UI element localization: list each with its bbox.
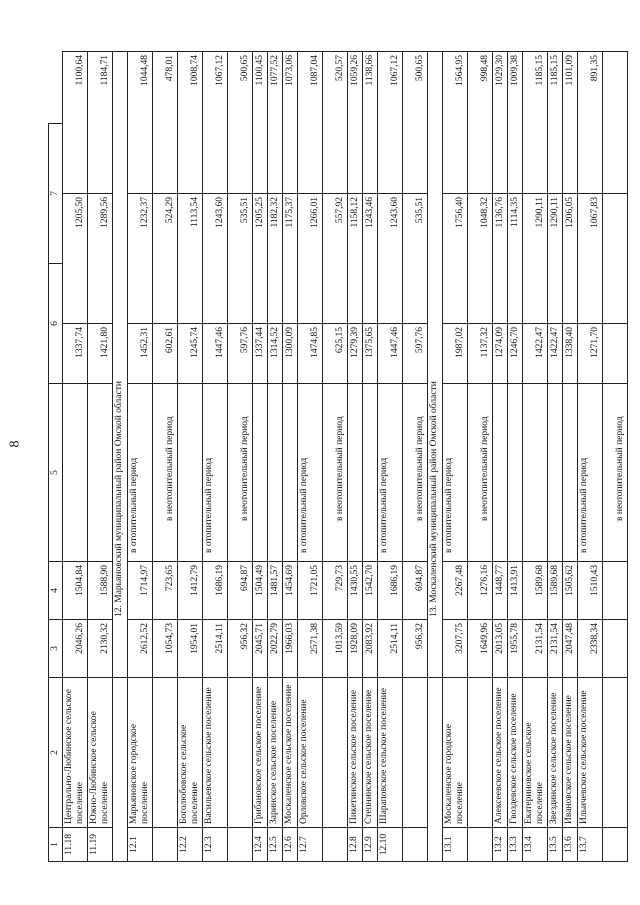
period-label: в неотопительный период [323,384,348,562]
value-col-3 [603,620,628,678]
value-col-4: 1510,43 [578,562,603,620]
value-col-5: 625,15 [323,324,348,384]
period-label: в неотопительный период [603,384,628,562]
period-label [363,384,378,562]
table-row [508,52,523,862]
table-row [88,52,113,862]
settlement-name: Екатериновское сельское поселение [523,678,548,828]
table-row [283,52,298,862]
value-col-3: 2514,11 [378,620,403,678]
settlement-name: Пикетинское сельское поселение [348,678,363,828]
settlement-name: Грибановское сельское поселение [253,678,268,828]
value-col-5: 1337,44 [253,324,268,384]
period-label: в отопительный период [443,384,468,562]
row-number: 13.2 [493,828,508,862]
period-label [523,384,548,562]
value-col-4: 1412,79 [178,562,203,620]
table-row [63,52,88,862]
value-col-5: 597,76 [228,324,253,384]
value-col-6: 1290,11 [548,194,563,324]
value-col-6: 1175,37 [283,194,298,324]
value-col-7: 998,48 [468,52,493,194]
table-row [268,52,283,862]
value-col-3: 956,32 [228,620,253,678]
value-col-4: 694,87 [403,562,428,620]
value-col-5: 1271,70 [578,324,603,384]
section-spacer [113,678,128,862]
value-col-3: 2514,11 [203,620,228,678]
value-col-7: 1044,48 [128,52,153,194]
value-col-7: 1009,38 [508,52,523,194]
value-col-3: 1649,96 [468,620,493,678]
value-col-5: 1452,31 [128,324,153,384]
period-label: в отопительный период [378,384,403,562]
value-col-4: 1430,55 [348,562,363,620]
row-number [403,828,428,862]
row-number: 11.18 [63,828,88,862]
value-col-5: 1246,70 [508,324,523,384]
row-number: 13.6 [563,828,578,862]
row-number: 12.9 [363,828,378,862]
value-col-7: 1067,12 [378,52,403,194]
value-col-4: 1413,91 [508,562,523,620]
row-number: 12.7 [298,828,323,862]
value-col-7: 1029,30 [493,52,508,194]
value-col-5: 597,76 [403,324,428,384]
value-col-5: 1337,74 [63,324,88,384]
value-col-3: 2612,52 [128,620,153,678]
value-col-4: 1589,68 [548,562,563,620]
settlement-name: Марьяновское городское поселение [128,678,153,828]
value-col-3: 1013,59 [323,620,348,678]
value-col-3: 1054,73 [153,620,178,678]
settlement-name: Звездинское сельское поселение [548,678,563,828]
period-label: в отопительный период [578,384,603,562]
settlement-name: Москаленское городское поселение [443,678,468,828]
value-col-7: 1100,64 [63,52,88,194]
value-col-3: 1955,78 [508,620,523,678]
value-col-7: 1185,15 [548,52,563,194]
value-col-4: 1504,49 [253,562,268,620]
header-cell: 3 [49,620,63,678]
value-col-5: 602,61 [153,324,178,384]
value-col-5: 1274,09 [493,324,508,384]
settlement-name: Васильевское сельское поселение [203,678,228,828]
period-label: в отопительный период [128,384,153,562]
row-number: 13.3 [508,828,523,862]
table-row [443,52,468,862]
value-col-6: 1136,76 [493,194,508,324]
value-col-6: 1206,05 [563,194,578,324]
period-label [508,384,523,562]
header-cell: 5 [49,384,63,562]
value-col-6: 1289,56 [88,194,113,324]
value-col-5: 1338,40 [563,324,578,384]
table-row [203,52,228,862]
settlement-name: Центрально-Любинское сельское поселение [63,678,88,828]
value-col-3: 2083,92 [363,620,378,678]
value-col-4: 1714,97 [128,562,153,620]
value-col-7: 520,57 [323,52,348,194]
row-number: 12.2 [178,828,203,862]
period-label: в неотопительный период [468,384,493,562]
value-col-4: 1505,62 [563,562,578,620]
section-title: 13. Москаленский муниципальный район Омской области [428,52,443,678]
value-col-6: 1243,60 [203,194,228,324]
tariff-table [48,51,628,862]
table-row [298,52,323,862]
value-col-5: 1422,47 [523,324,548,384]
value-col-3: 1966,03 [283,620,298,678]
value-col-6: 1243,46 [363,194,378,324]
section-row [113,52,128,862]
row-number [153,828,178,862]
period-label [178,384,203,562]
value-col-6: 1290,11 [523,194,548,324]
value-col-3: 2571,38 [298,620,323,678]
value-col-4: 1454,69 [283,562,298,620]
value-col-5: 1137,32 [468,324,493,384]
value-col-5: 1245,74 [178,324,203,384]
period-label [563,384,578,562]
value-col-4 [603,562,628,620]
table-row [228,52,253,862]
value-col-7: 1087,04 [298,52,323,194]
value-col-3: 1928,09 [348,620,363,678]
settlement-name: Ильичевское сельское поселение [578,678,603,828]
settlement-name: Шараповское сельское поселение [378,678,403,828]
value-col-5: 1314,52 [268,324,283,384]
header-row [49,52,63,862]
value-col-4: 2267,48 [443,562,468,620]
settlement-name: Орловское сельское поселение [298,678,323,828]
value-col-4: 1504,84 [63,562,88,620]
value-col-3: 2022,79 [268,620,283,678]
period-label: в неотопительный период [403,384,428,562]
value-col-7 [603,52,628,194]
value-col-6: 535,51 [228,194,253,324]
period-label: в отопительный период [203,384,228,562]
value-col-6: 1266,01 [298,194,323,324]
value-col-5 [603,324,628,384]
settlement-name [403,678,428,828]
settlement-name: Москаленское сельское поселение [283,678,298,828]
value-col-5: 1279,39 [348,324,363,384]
value-col-5: 1987,02 [443,324,468,384]
table-row [128,52,153,862]
value-col-7: 500,65 [403,52,428,194]
value-col-7: 1138,66 [363,52,378,194]
rotated-content [48,52,625,862]
value-col-4: 1481,57 [268,562,283,620]
value-col-3: 2013,05 [493,620,508,678]
value-col-6: 1158,12 [348,194,363,324]
value-col-6: 1756,40 [443,194,468,324]
table-row [548,52,563,862]
row-number: 13.5 [548,828,563,862]
value-col-7: 891,35 [578,52,603,194]
value-col-6: 557,92 [323,194,348,324]
row-number: 12.3 [203,828,228,862]
settlement-name [603,678,628,828]
value-col-5: 1447,46 [203,324,228,384]
section-title: 12. Марьяновский муниципальный район Омской области [113,52,128,678]
value-col-7: 1564,95 [443,52,468,194]
period-label: в отопительный период [298,384,323,562]
value-col-4: 1542,70 [363,562,378,620]
value-col-3: 3207,75 [443,620,468,678]
settlement-name [153,678,178,828]
row-number: 12.10 [378,828,403,862]
value-col-7: 1008,74 [178,52,203,194]
value-col-7: 1077,52 [268,52,283,194]
value-col-3: 2046,26 [63,620,88,678]
value-col-7: 500,65 [228,52,253,194]
value-col-4: 1589,68 [523,562,548,620]
value-col-7: 478,01 [153,52,178,194]
value-col-5: 1447,46 [378,324,403,384]
period-label [268,384,283,562]
value-col-7: 1100,45 [253,52,268,194]
row-number: 13.7 [578,828,603,862]
value-col-6: 1243,60 [378,194,403,324]
value-col-3: 2130,32 [88,620,113,678]
section-spacer [428,678,443,862]
value-col-4: 1588,90 [88,562,113,620]
row-number: 12.4 [253,828,268,862]
row-number [323,828,348,862]
value-col-6: 535,51 [403,194,428,324]
settlement-name: Гвоздевское сельское поселение [508,678,523,828]
settlement-name: Заринское сельское поселение [268,678,283,828]
value-col-3: 2131,54 [548,620,563,678]
value-col-6: 1205,25 [253,194,268,324]
period-label: в неотопительный период [153,384,178,562]
settlement-name: Ивановское сельское поселение [563,678,578,828]
table-row [563,52,578,862]
period-label [548,384,563,562]
table-row [323,52,348,862]
value-col-6: 1182,32 [268,194,283,324]
value-col-3: 2045,71 [253,620,268,678]
row-number [228,828,253,862]
value-col-5: 1300,09 [283,324,298,384]
table-row [603,52,628,862]
row-number: 13.4 [523,828,548,862]
row-number: 12.5 [268,828,283,862]
value-col-7: 1073,06 [283,52,298,194]
table-row [153,52,178,862]
period-label [253,384,268,562]
value-col-5: 1474,85 [298,324,323,384]
table-row [523,52,548,862]
settlement-name [468,678,493,828]
table-row [363,52,378,862]
value-col-4: 729,73 [323,562,348,620]
settlement-name: Южно-Любинское сельское поселение [88,678,113,828]
value-col-3: 956,32 [403,620,428,678]
value-col-3: 2131,54 [523,620,548,678]
rotated-page [48,52,625,862]
period-label [493,384,508,562]
value-col-4: 1686,19 [378,562,403,620]
period-label [348,384,363,562]
value-col-3: 2338,34 [578,620,603,678]
period-label [63,384,88,562]
value-col-4: 1448,77 [493,562,508,620]
table-row [493,52,508,862]
settlement-name [228,678,253,828]
period-label [283,384,298,562]
period-label: в неотопительный период [228,384,253,562]
row-number [603,828,628,862]
row-number: 12.6 [283,828,298,862]
row-number: 11.19 [88,828,113,862]
value-col-6: 1114,35 [508,194,523,324]
value-col-6 [603,194,628,324]
value-col-5: 1375,65 [363,324,378,384]
row-number: 12.8 [348,828,363,862]
row-number: 13.1 [443,828,468,862]
header-cell: 2 [49,678,63,828]
value-col-6: 1048,32 [468,194,493,324]
settlement-name: Алексеевское сельское поселение [493,678,508,828]
value-col-5: 1421,80 [88,324,113,384]
table-body [49,52,628,862]
value-col-7: 1185,15 [523,52,548,194]
value-col-3: 2047,48 [563,620,578,678]
header-cell: 1 [49,828,63,862]
table-row [348,52,363,862]
value-col-4: 1686,19 [203,562,228,620]
settlement-name: Боголюбовское сельское поселение [178,678,203,828]
table-row [178,52,203,862]
value-col-6: 1113,54 [178,194,203,324]
value-col-6: 1232,37 [128,194,153,324]
value-col-6: 1067,83 [578,194,603,324]
table-row [403,52,428,862]
value-col-3: 1954,01 [178,620,203,678]
settlement-name: Степнинское сельское поселение [363,678,378,828]
table-row [578,52,603,862]
value-col-6: 524,29 [153,194,178,324]
table-row [468,52,493,862]
value-col-4: 1276,16 [468,562,493,620]
value-col-7: 1101,09 [563,52,578,194]
section-row [428,52,443,862]
value-col-5: 1422,47 [548,324,563,384]
value-col-7: 1184,71 [88,52,113,194]
table-row [378,52,403,862]
value-col-4: 723,65 [153,562,178,620]
header-cell: 6 [49,264,63,384]
table-row [253,52,268,862]
value-col-7: 1059,26 [348,52,363,194]
header-cell: 7 [49,124,63,264]
period-label [88,384,113,562]
value-col-4: 1721,05 [298,562,323,620]
settlement-name [323,678,348,828]
row-number: 12.1 [128,828,153,862]
value-col-7: 1067,12 [203,52,228,194]
row-number [468,828,493,862]
value-col-4: 694,87 [228,562,253,620]
page-number: 8 [7,440,23,448]
header-cell: 4 [49,562,63,620]
value-col-6: 1205,50 [63,194,88,324]
